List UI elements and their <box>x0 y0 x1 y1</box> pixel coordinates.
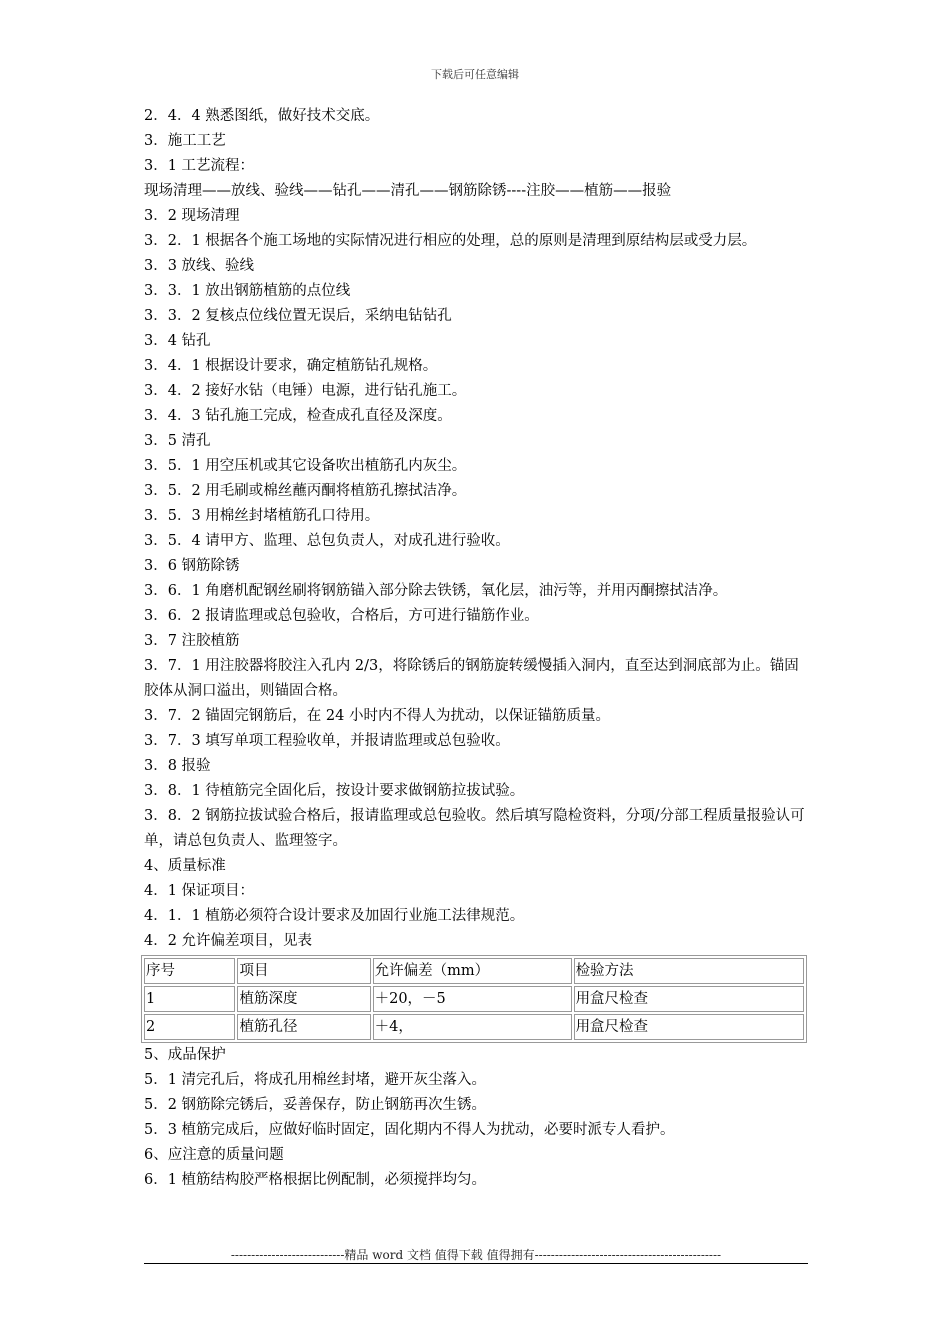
paragraph: 3．8．2 钢筋拉拔试验合格后，报请监理或总包验收。然后填写隐检资料，分项/分部工程质量报验认可单，请总包负责人、监理签字。 <box>144 808 805 849</box>
paragraph: 3．8．1 待植筋完全固化后，按设计要求做钢筋拉拔试验。 <box>144 783 525 799</box>
document-body <box>144 104 809 1193</box>
paragraphs-after-table <box>144 1043 809 1193</box>
paragraph: 3．3．2 复核点位线位置无误后，采纳电钻钻孔 <box>144 308 452 324</box>
paragraph: 3．2．1 根据各个施工场地的实际情况进行相应的处理，总的原则是清理到原结构层或受力层。 <box>144 233 757 249</box>
table-cell: 用盒尺检查 <box>574 1014 804 1040</box>
paragraph: 3．4 钻孔 <box>144 333 211 349</box>
paragraphs-before-table <box>144 104 809 954</box>
paragraph: 3．6 钢筋除锈 <box>144 558 240 574</box>
paragraph: 5．3 植筋完成后，应做好临时固定，固化期内不得人为扰动，必要时派专人看护。 <box>144 1122 675 1138</box>
paragraph: 3．7．1 用注胶器将胶注入孔内 2/3，将除锈后的钢筋旋转缓慢插入洞内，直至达到洞底部为止。锚固胶体从洞口溢出，则锚固合格。 <box>144 658 799 699</box>
table-cell: 植筋深度 <box>237 986 370 1012</box>
table-header-cell: 允许偏差（mm） <box>373 958 572 984</box>
table-cell: 用盒尺检查 <box>574 986 804 1012</box>
paragraph: 2．4．4 熟悉图纸，做好技术交底。 <box>144 108 380 124</box>
table-header-cell: 项目 <box>237 958 370 984</box>
table-cell: 2 <box>144 1014 235 1040</box>
paragraph: 3．3 放线、验线 <box>144 258 255 274</box>
table-header-row <box>144 958 804 984</box>
paragraph: 4．1．1 植筋必须符合设计要求及加固行业施工法律规范。 <box>144 908 525 924</box>
paragraph: 3．4．3 钻孔施工完成，检查成孔直径及深度。 <box>144 408 452 424</box>
paragraph: 3．1 工艺流程： <box>144 158 255 174</box>
paragraph: 5．1 清完孔后，将成孔用棉丝封堵，避开灰尘落入。 <box>144 1072 487 1088</box>
paragraph: 3．4．2 接好水钻（电锤）电源，进行钻孔施工。 <box>144 383 467 399</box>
paragraph: 3．7．2 锚固完钢筋后，在 24 小时内不得人为扰动，以保证锚筋质量。 <box>144 708 610 724</box>
paragraph: 3．5．4 请甲方、监理、总包负责人，对成孔进行验收。 <box>144 533 510 549</box>
paragraph: 5、成品保护 <box>144 1047 226 1063</box>
paragraph: 3．7 注胶植筋 <box>144 633 240 649</box>
paragraph: 3．2 现场清理 <box>144 208 240 224</box>
table-cell: 植筋孔径 <box>237 1014 370 1040</box>
paragraph: 3．施工工艺 <box>144 133 226 149</box>
paragraph: 3．3．1 放出钢筋植筋的点位线 <box>144 283 351 299</box>
paragraph: 4、质量标准 <box>144 858 226 874</box>
paragraph: 6、应注意的质量问题 <box>144 1147 284 1163</box>
paragraph: 3．5．3 用棉丝封堵植筋孔口待用。 <box>144 508 380 524</box>
paragraph: 4．1 保证项目： <box>144 883 255 899</box>
paragraph: 3．5 清孔 <box>144 433 211 449</box>
footer-divider <box>144 1263 808 1264</box>
page-header: 下载后可任意编辑 <box>431 68 519 81</box>
page-footer: ----------------------------精品 word 文档 值得下载 值得拥有---------------------------------------------- <box>230 1248 722 1262</box>
paragraph: 4．2 允许偏差项目，见表 <box>144 933 313 949</box>
table-row <box>144 986 804 1012</box>
paragraph: 6．1 植筋结构胶严格根据比例配制，必须搅拌均匀。 <box>144 1172 487 1188</box>
paragraph: 5．2 钢筋除完锈后，妥善保存，防止钢筋再次生锈。 <box>144 1097 487 1113</box>
paragraph: 3．6．2 报请监理或总包验收，合格后，方可进行锚筋作业。 <box>144 608 539 624</box>
table-cell: ＋20，－5 <box>373 986 572 1012</box>
paragraph: 现场清理——放线、验线——钻孔——清孔——钢筋除锈----注胶——植筋——报验 <box>144 183 672 199</box>
table-cell: ＋4， <box>373 1014 572 1040</box>
paragraph: 3．8 报验 <box>144 758 211 774</box>
paragraph: 3．5．1 用空压机或其它设备吹出植筋孔内灰尘。 <box>144 458 467 474</box>
paragraph: 3．6．1 角磨机配钢丝刷将钢筋锚入部分除去铁锈，氧化层，油污等，并用丙酮擦拭洁净。 <box>144 583 728 599</box>
deviation-table <box>141 955 807 1043</box>
paragraph: 3．7．3 填写单项工程验收单，并报请监理或总包验收。 <box>144 733 510 749</box>
paragraph: 3．5．2 用毛刷或棉丝蘸丙酮将植筋孔擦拭洁净。 <box>144 483 467 499</box>
table-header-cell: 序号 <box>144 958 235 984</box>
table-cell: 1 <box>144 986 235 1012</box>
table-header-cell: 检验方法 <box>574 958 804 984</box>
table-row <box>144 1014 804 1040</box>
paragraph: 3．4．1 根据设计要求，确定植筋钻孔规格。 <box>144 358 438 374</box>
